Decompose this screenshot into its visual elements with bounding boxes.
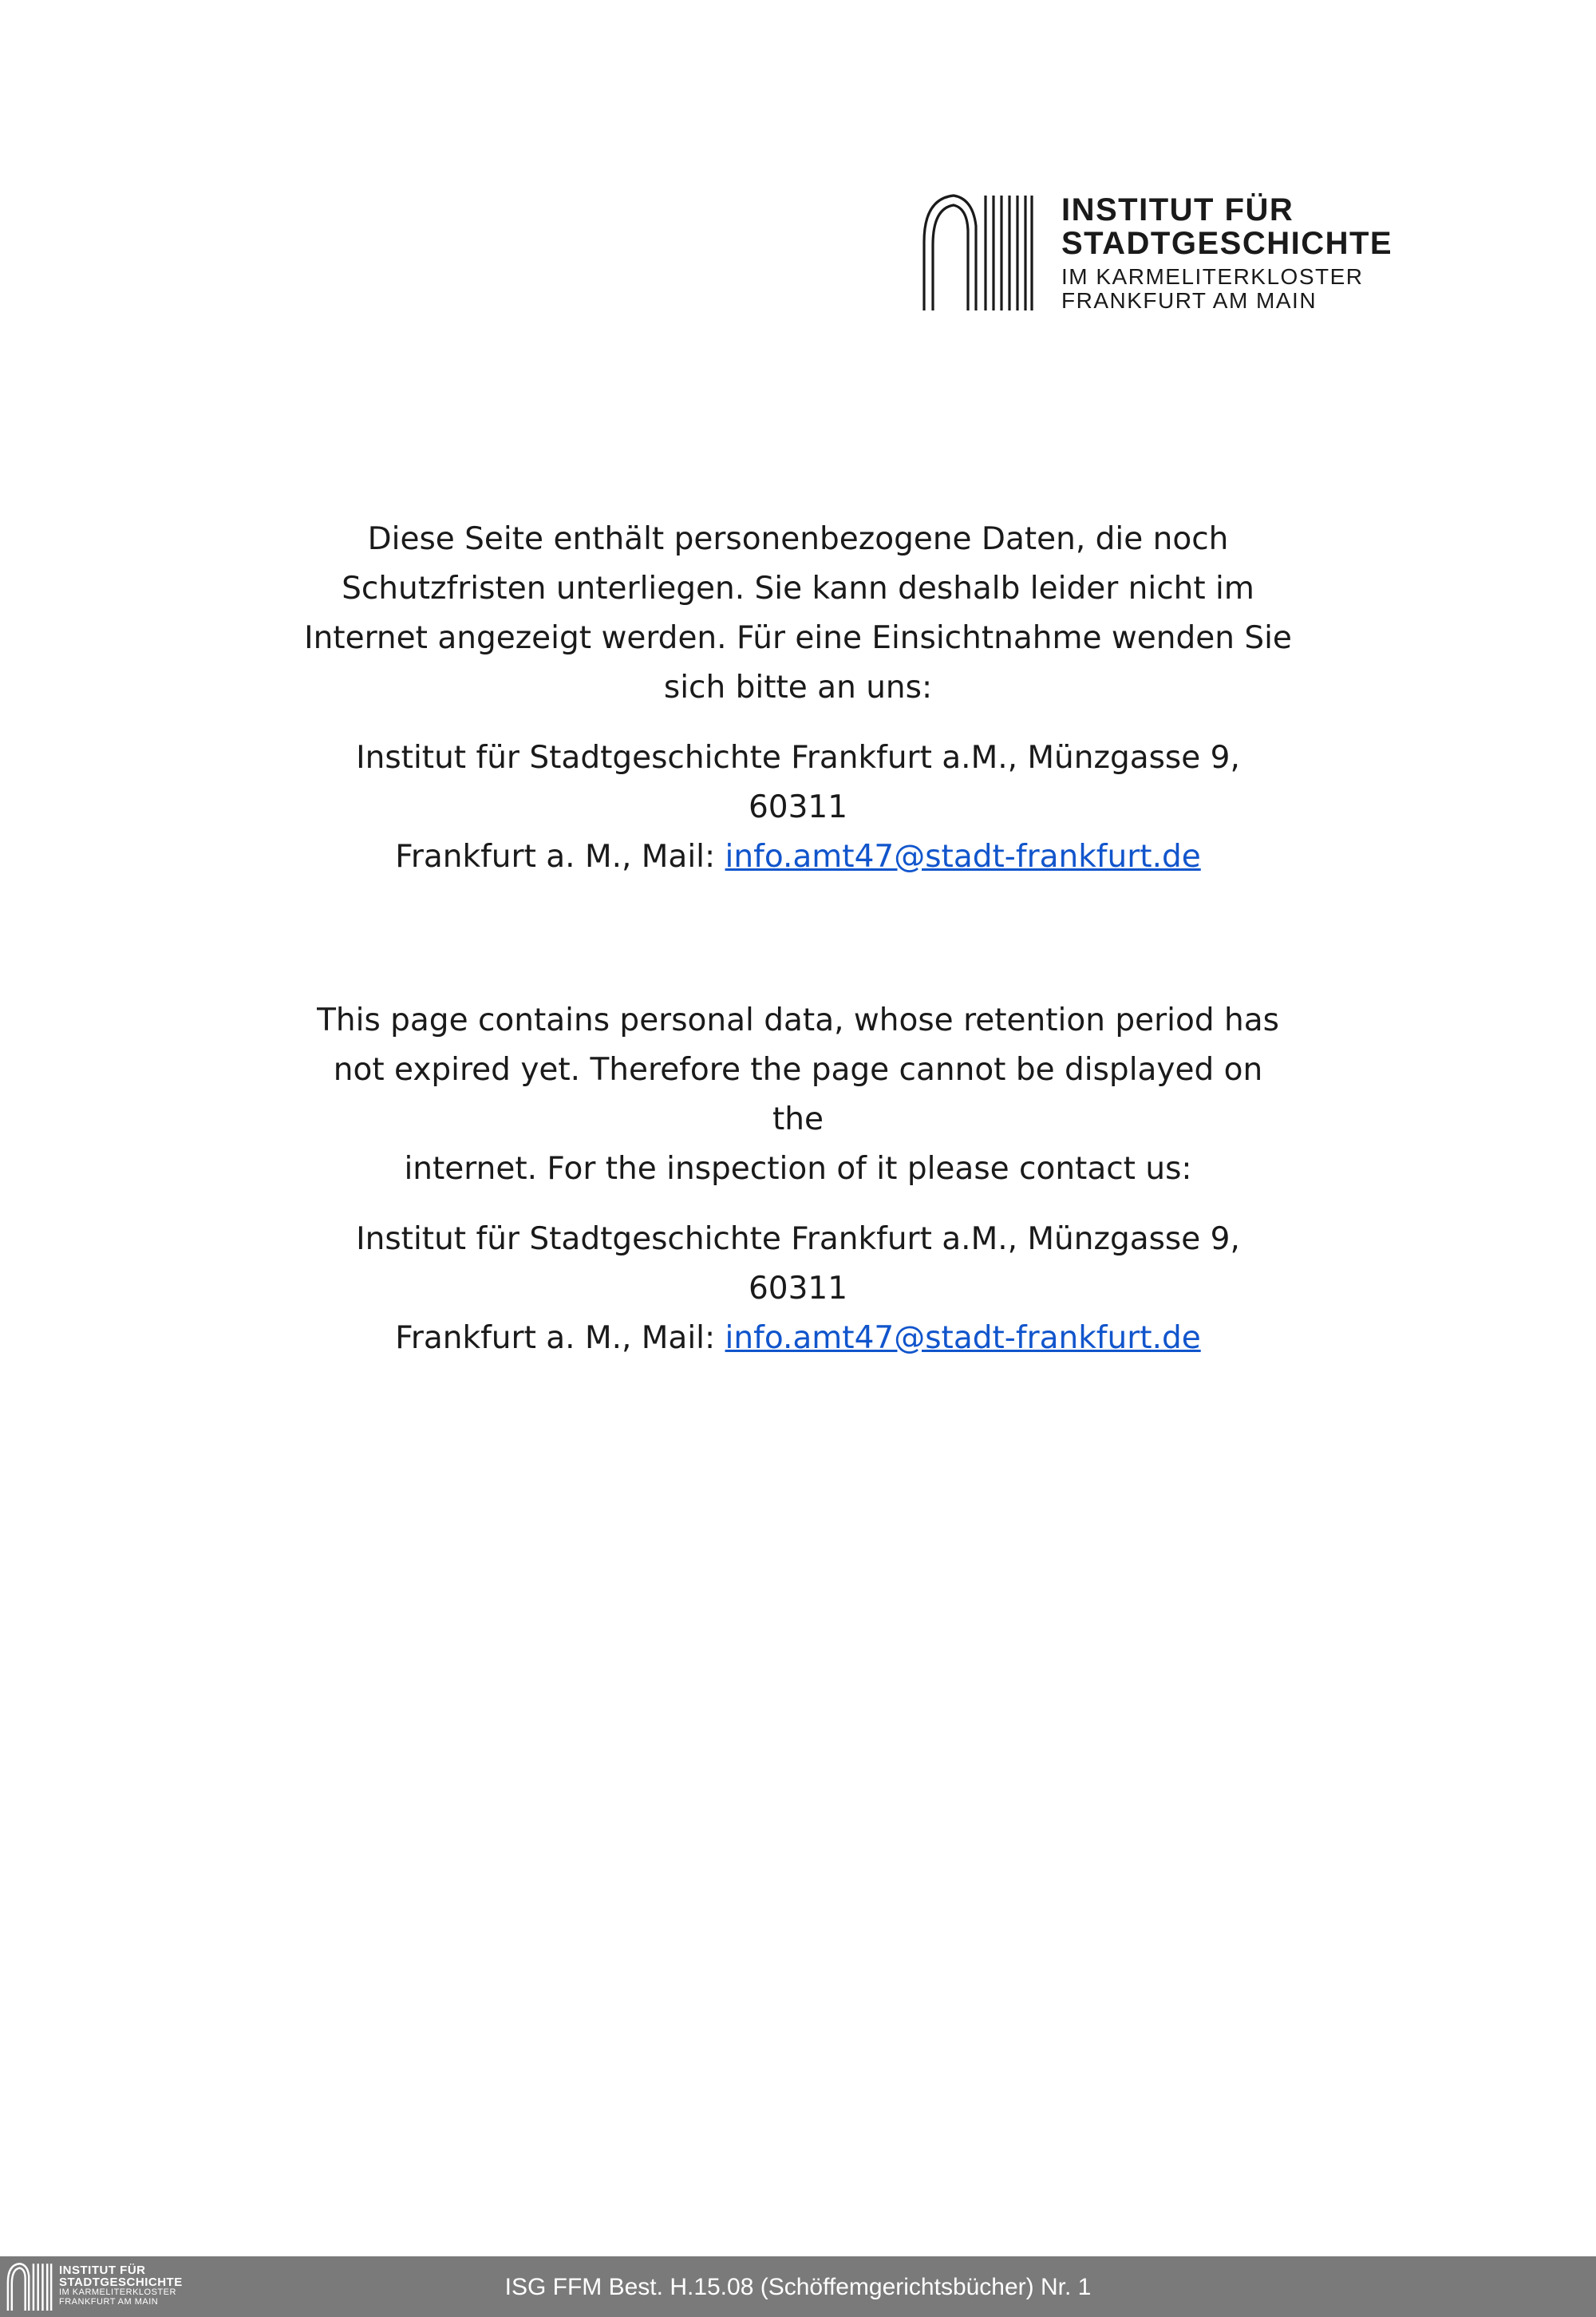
notice-german-text: [303, 515, 1293, 713]
footer-logo-line-4: FRANKFURT AM MAIN: [59, 2297, 159, 2307]
address-line-1: Institut für Stadtgeschichte Frankfurt a.M., Münzgasse 9, 60311: [356, 740, 1240, 825]
footer-logo-line-1: INSTITUT FÜR: [59, 2264, 146, 2277]
email-link[interactable]: info.amt47@stadt-frankfurt.de: [725, 1320, 1201, 1356]
notice-english-address: [303, 1215, 1293, 1363]
footer-logo-line-3: IM KARMELITERKLOSTER: [59, 2287, 176, 2297]
notice-english-line-3: internet. For the inspection of it please contact us:: [404, 1151, 1192, 1187]
address-line-2-prefix: Frankfurt a. M., Mail:: [395, 1320, 725, 1356]
address-line-1: Institut für Stadtgeschichte Frankfurt a.M., Münzgasse 9, 60311: [356, 1221, 1240, 1307]
logo-line-1: INSTITUT FÜR: [1061, 192, 1294, 227]
logo-line-4: FRANKFURT AM MAIN: [1061, 288, 1317, 313]
notice-german-line-4: sich bitte an uns:: [663, 670, 933, 706]
notice-german: [303, 515, 1293, 882]
logo-line-3: IM KARMELITERKLOSTER: [1061, 264, 1364, 289]
notice-english-line-2: not expired yet. Therefore the page cannot be displayed on the: [333, 1052, 1263, 1137]
arch-columns-icon: [922, 194, 1033, 310]
notice-german-address: [303, 733, 1293, 882]
address-line-2-prefix: Frankfurt a. M., Mail:: [395, 839, 725, 875]
footer-logo-line-2: STADTGESCHICHTE: [59, 2275, 183, 2289]
notice-english-text: [303, 996, 1293, 1194]
footer-bar: [0, 2256, 1596, 2317]
notice-german-line-1: Diese Seite enthält personenbezogene Daten, die noch: [367, 521, 1229, 557]
institute-logo: [922, 194, 1416, 314]
footer-caption: ISG FFM Best. H.15.08 (Schöffemgerichtsbücher) Nr. 1: [504, 2274, 1092, 2300]
notice-german-line-3: Internet angezeigt werden. Für eine Einsichtnahme wenden Sie: [304, 620, 1292, 656]
notice-english-line-1: This page contains personal data, whose retention period has: [317, 1002, 1279, 1038]
notice-english: [303, 996, 1293, 1363]
logo-line-2: STADTGESCHICHTE: [1061, 226, 1393, 261]
notice-german-line-2: Schutzfristen unterliegen. Sie kann deshalb leider nicht im: [342, 571, 1254, 607]
email-link[interactable]: info.amt47@stadt-frankfurt.de: [725, 839, 1201, 875]
logo-text: [1061, 194, 1393, 314]
